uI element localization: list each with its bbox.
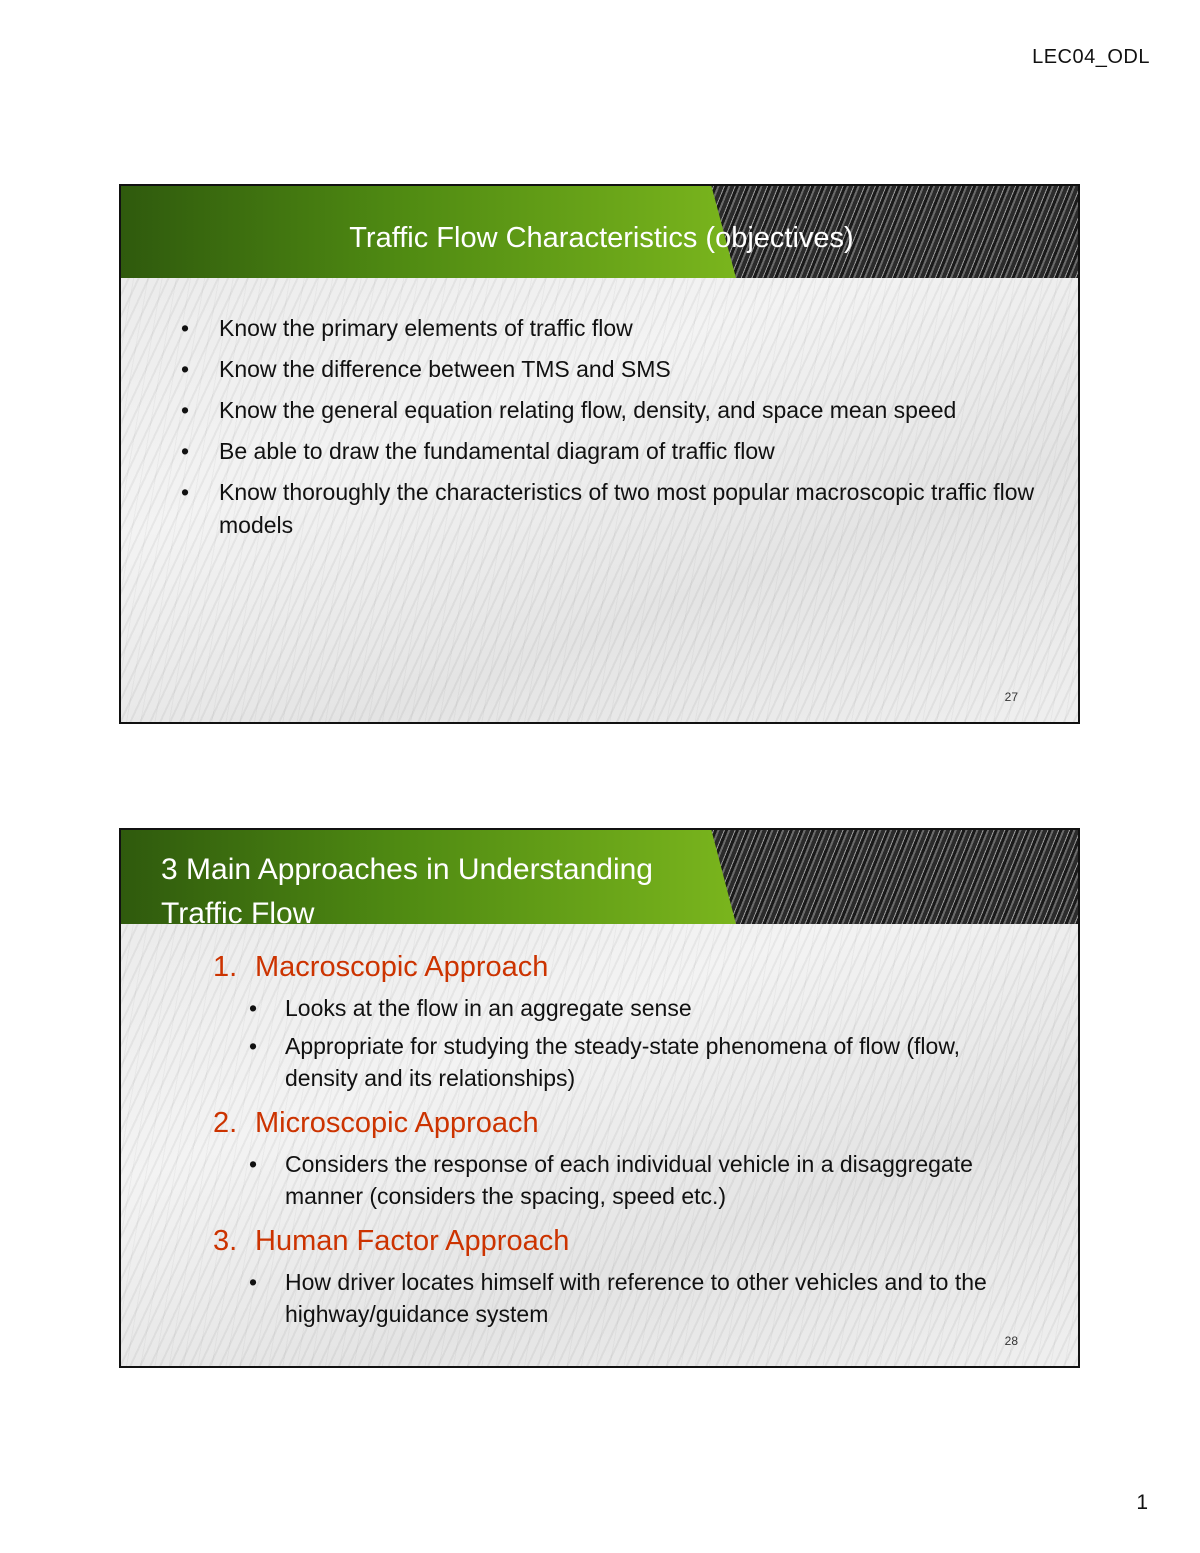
approach-heading [213,948,1033,986]
approach-points [213,1148,1033,1212]
approach-name: Microscopic Approach [255,1107,539,1139]
slide-title: Traffic Flow Characteristics (objectives) [349,222,854,254]
approach-points [213,992,1033,1094]
list-item: • Know the general equation relating flow, density, and space mean speed [181,394,1041,427]
slide-title [161,848,741,936]
slide-title-line-2: Traffic Flow [161,897,315,930]
list-item: • How driver locates himself with reference to other vehicles and to the highway/guidance system [213,1266,1033,1330]
approaches-list [213,948,1033,1340]
document-label: LEC04_ODL [1032,46,1150,68]
list-item: • Be able to draw the fundamental diagram of traffic flow [181,435,1041,468]
slide-27 [119,184,1080,724]
slide-title-line-1: 3 Main Approaches in Understanding [161,853,653,886]
slide-number: 27 [1004,690,1018,704]
list-item: • Considers the response of each individual vehicle in a disaggregate manner (considers the spacing, speed etc.) [213,1148,1033,1212]
approach-number: 1. [213,951,238,983]
approach-name: Human Factor Approach [255,1225,570,1257]
approach-heading [213,1104,1033,1142]
approach-points [213,1266,1033,1330]
approach-heading [213,1222,1033,1260]
approach-number: 2. [213,1107,238,1139]
list-item: • Know the difference between TMS and SMS [181,353,1041,386]
list-item: • Know the primary elements of traffic flow [181,312,1041,345]
page-number: 1 [1136,1491,1148,1514]
list-item: • Appropriate for studying the steady-state phenomena of flow (flow, density and its relationships) [213,1030,1033,1094]
approach-number: 3. [213,1225,238,1257]
slide-28 [119,828,1080,1368]
list-item: • Looks at the flow in an aggregate sense [213,992,1033,1024]
objectives-list [181,312,1041,550]
list-item: • Know thoroughly the characteristics of two most popular macroscopic traffic flow models [181,476,1041,542]
approach-name: Macroscopic Approach [255,951,549,983]
slide-number: 28 [1004,1334,1018,1348]
